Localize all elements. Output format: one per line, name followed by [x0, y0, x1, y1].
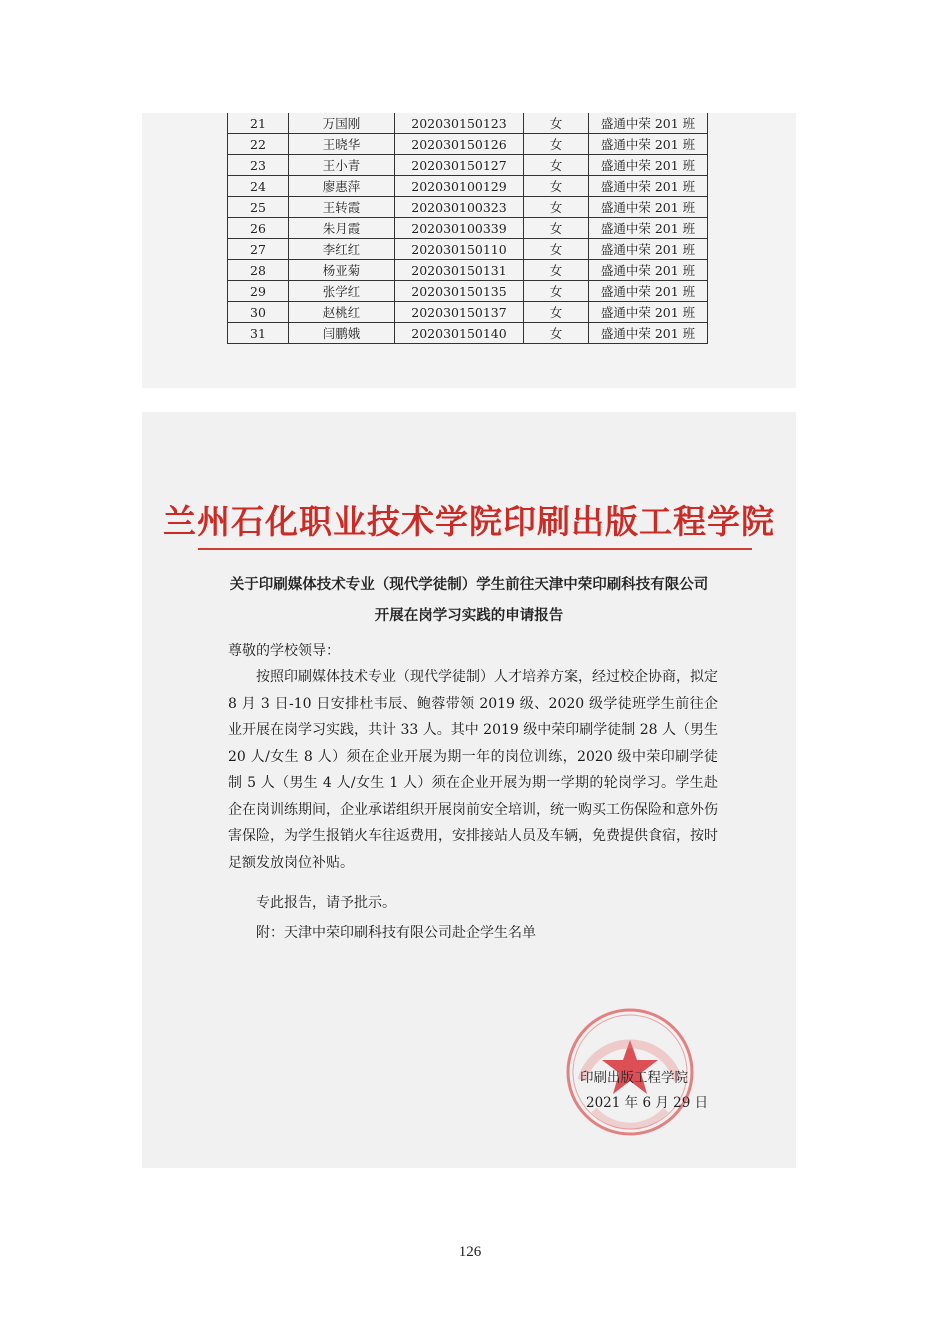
class-cell: 盛通中荣 201 班 — [589, 134, 708, 155]
table-row — [228, 113, 708, 134]
student-id-cell: 202030150127 — [395, 155, 524, 176]
student-name-cell: 廖惠萍 — [289, 176, 395, 197]
class-cell: 盛通中荣 201 班 — [589, 281, 708, 302]
student-name-cell: 王转霞 — [289, 197, 395, 218]
row-index-cell: 29 — [228, 281, 289, 302]
student-name-cell: 赵桃红 — [289, 302, 395, 323]
row-index-cell: 25 — [228, 197, 289, 218]
gender-cell: 女 — [524, 113, 589, 134]
table-row — [228, 197, 708, 218]
table-row — [228, 176, 708, 197]
student-name-cell: 李红红 — [289, 239, 395, 260]
class-cell: 盛通中荣 201 班 — [589, 197, 708, 218]
row-index-cell: 27 — [228, 239, 289, 260]
class-cell: 盛通中荣 201 班 — [589, 155, 708, 176]
closing-line: 专此报告，请予批示。 — [256, 895, 396, 911]
student-roster-table — [227, 113, 708, 344]
gender-cell: 女 — [524, 260, 589, 281]
row-index-cell: 28 — [228, 260, 289, 281]
student-name-cell: 朱月霞 — [289, 218, 395, 239]
student-id-cell: 202030150123 — [395, 113, 524, 134]
student-name-cell: 王晓华 — [289, 134, 395, 155]
row-index-cell: 31 — [228, 323, 289, 344]
student-id-cell: 202030100323 — [395, 197, 524, 218]
letterhead: 兰州石化职业技术学院印刷出版工程学院 — [163, 502, 775, 541]
student-name-cell: 王小青 — [289, 155, 395, 176]
letterhead-rule — [198, 548, 752, 550]
gender-cell: 女 — [524, 302, 589, 323]
salutation: 尊敬的学校领导： — [228, 643, 340, 659]
student-id-cell: 202030150131 — [395, 260, 524, 281]
scanned-table-page — [142, 113, 796, 388]
row-index-cell: 26 — [228, 218, 289, 239]
student-id-cell: 202030150137 — [395, 302, 524, 323]
class-cell: 盛通中荣 201 班 — [589, 239, 708, 260]
class-cell: 盛通中荣 201 班 — [589, 302, 708, 323]
scanned-letter-page — [142, 412, 796, 1168]
gender-cell: 女 — [524, 239, 589, 260]
page-number: 126 — [458, 1244, 482, 1260]
table-row — [228, 239, 708, 260]
row-index-cell: 24 — [228, 176, 289, 197]
student-id-cell: 202030150135 — [395, 281, 524, 302]
student-name-cell: 张学红 — [289, 281, 395, 302]
student-id-cell: 202030150126 — [395, 134, 524, 155]
student-id-cell: 202030100339 — [395, 218, 524, 239]
student-name-cell: 杨亚菊 — [289, 260, 395, 281]
class-cell: 盛通中荣 201 班 — [589, 260, 708, 281]
gender-cell: 女 — [524, 281, 589, 302]
letter-body: 按照印刷媒体技术专业（现代学徒制）人才培养方案，经过校企协商，拟定8 月 3 日-10 日安排杜韦辰、鲍蓉带领 2019 级、2020 级学徒班学生前往企业开展在岗学习实践，共计 33 人。其中 2019 级中荣印刷学徒制 28 人（男生 20 人/女生 8 人）须在企业开展为期一年的岗位训练，2020 级中荣印刷学徒制 5 人（男生 4 人/女生 1 人）须在企业开展为期一学期的轮岗学习。学生赴企在岗训练期间，企业承诺组织开展岗前安全培训，统一购买工伤保险和意外伤害保险，为学生报销火车往返费用，安排接站人员及车辆，免费提供食宿，按时足额发放岗位补贴。 — [228, 669, 718, 871]
table-row — [228, 218, 708, 239]
table-row — [228, 302, 708, 323]
gender-cell: 女 — [524, 134, 589, 155]
gender-cell: 女 — [524, 176, 589, 197]
table-row — [228, 323, 708, 344]
row-index-cell: 30 — [228, 302, 289, 323]
student-id-cell: 202030150110 — [395, 239, 524, 260]
table-row — [228, 281, 708, 302]
class-cell: 盛通中荣 201 班 — [589, 218, 708, 239]
gender-cell: 女 — [524, 197, 589, 218]
row-index-cell: 23 — [228, 155, 289, 176]
attachment-line: 附：天津中荣印刷科技有限公司赴企学生名单 — [256, 925, 536, 941]
student-id-cell: 202030100129 — [395, 176, 524, 197]
signature-date: 2021 年 6 月 29 日 — [586, 1095, 709, 1111]
signature-organization: 印刷出版工程学院 — [580, 1070, 688, 1086]
class-cell: 盛通中荣 201 班 — [589, 323, 708, 344]
row-index-cell: 21 — [228, 113, 289, 134]
class-cell: 盛通中荣 201 班 — [589, 176, 708, 197]
class-cell: 盛通中荣 201 班 — [589, 113, 708, 134]
row-index-cell: 22 — [228, 134, 289, 155]
student-name-cell: 闫鹏娥 — [289, 323, 395, 344]
gender-cell: 女 — [524, 155, 589, 176]
gender-cell: 女 — [524, 218, 589, 239]
table-row — [228, 155, 708, 176]
letter-title-line1: 关于印刷媒体技术专业（现代学徒制）学生前往天津中荣印刷科技有限公司 — [229, 577, 709, 593]
student-name-cell: 万国刚 — [289, 113, 395, 134]
student-id-cell: 202030150140 — [395, 323, 524, 344]
table-row — [228, 260, 708, 281]
table-row — [228, 134, 708, 155]
gender-cell: 女 — [524, 323, 589, 344]
letter-title-line2: 开展在岗学习实践的申请报告 — [374, 608, 564, 624]
